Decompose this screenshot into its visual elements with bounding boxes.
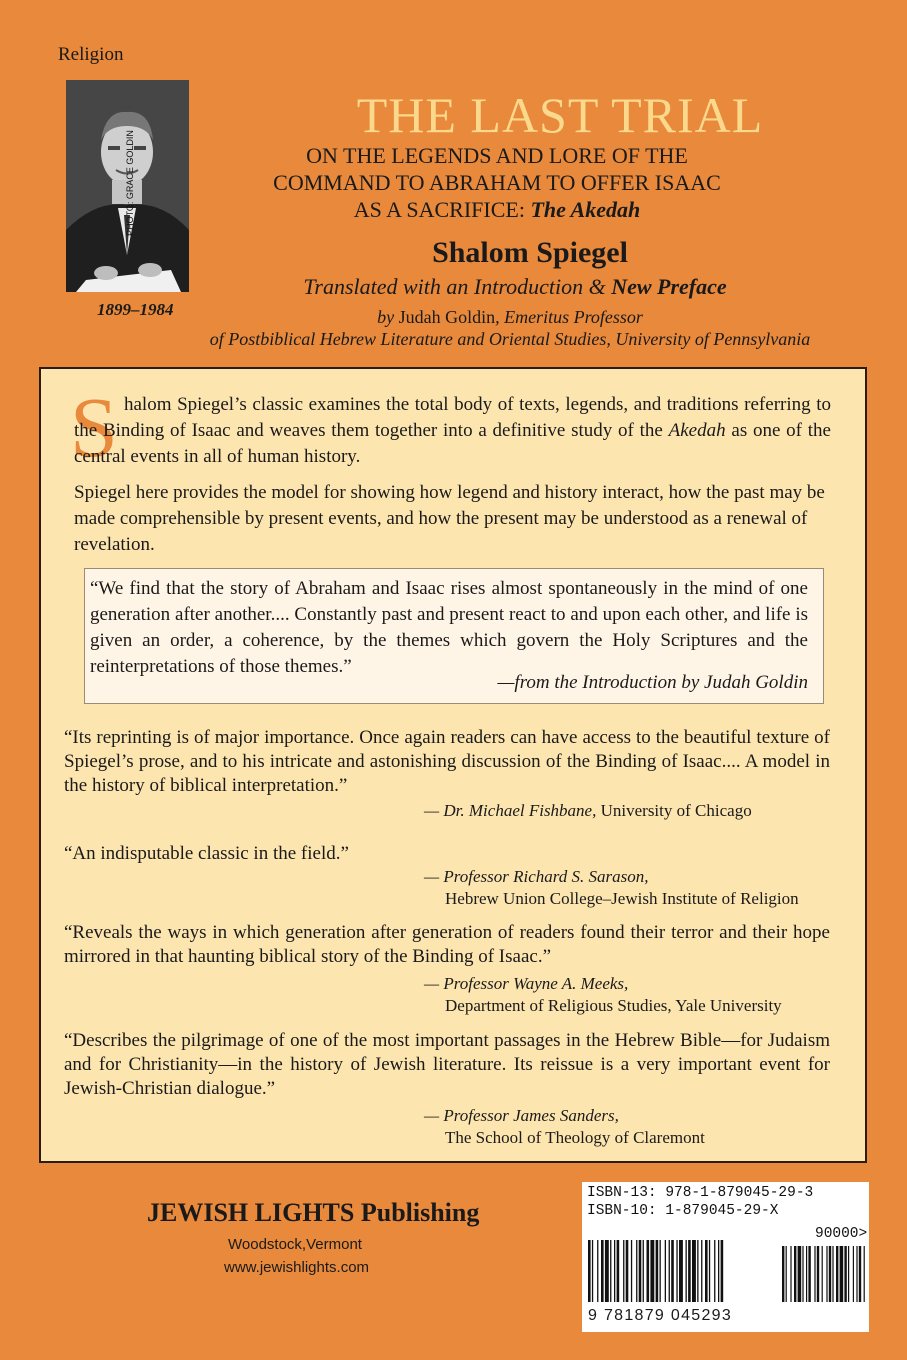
review-3-attribution: — Professor Wayne A. Meeks, Department of Religious Studies, Yale University [424,974,782,1015]
author-dates: 1899–1984 [97,300,174,319]
isbn-10: ISBN-10: 1-879045-29-X [587,1203,779,1219]
translator-credit: by Judah Goldin, Emeritus Professor of Postbiblical Hebrew Literature and Oriental Studies, University of Pennsylvania [209,307,811,349]
photo-credit: PHOTO: GRACE GOLDIN [125,130,135,236]
review-3-text: “Reveals the ways in which generation after generation of readers found their terror and their hope mirrored in that haunting biblical story of the Binding of Isaac.” [64,922,830,967]
isbn-13: ISBN-13: 978-1-879045-29-3 [587,1185,814,1201]
book-subtitle: ON THE LEGENDS AND LORE OF THE COMMAND TO ABRAHAM TO OFFER ISAAC AS A SACRIFICE: The Akedah [273,143,721,222]
description-paragraph-1: halom Spiegel’s classic examines the total body of texts, legends, and traditions referring to the Binding of Isaac and weaves them together into a definitive study of the Akedah as one of the central events in all of human history. [74,394,831,467]
drop-cap: S [70,379,118,475]
price-code: 90000> [815,1226,868,1242]
intro-quote-text: “We find that the story of Abraham and Isaac rises almost spontaneously in the mind of one generation after another.... Constantly past and present react to and upon each other, and life is given an order, a coherence, by the themes which govern the Holy Scriptures and the reinterpretations of those themes.” [90,578,808,677]
publisher-name: JEWISH LIGHTS Publishing [147,1198,480,1227]
category-label: Religion [58,44,124,65]
barcode-digits: 9 781879 045293 [588,1307,733,1324]
book-title: THE LAST TRIAL [356,87,764,143]
review-1-attribution: — Dr. Michael Fishbane, University of Chicago [424,801,752,820]
publisher-location: Woodstock,Vermont [228,1236,362,1253]
review-4-attribution: — Professor James Sanders, The School of Theology of Claremont [424,1106,705,1147]
review-1-text: “Its reprinting is of major importance. Once again readers can have access to the beautiful texture of Spiegel’s prose, and to his intricate and astonishing discussion of the Binding of Isaac.... A model in the history of biblical interpretation.” [64,727,830,796]
review-2-attribution: — Professor Richard S. Sarason, Hebrew Union College–Jewish Institute of Religion [424,867,799,908]
intro-quote-source: —from the Introduction by Judah Goldin [497,672,808,693]
publisher-url: www.jewishlights.com [224,1259,370,1276]
review-2-text: “An indisputable classic in the field.” [64,843,349,864]
description-paragraph-2: Spiegel here provides the model for showing how legend and history interact, how the past may be made comprehensible by present events, and how the present may be understood as a renewal of revelation. [74,482,825,555]
author-name: Shalom Spiegel [432,236,628,269]
review-4-text: “Describes the pilgrimage of one of the most important passages in the Hebrew Bible—for Judaism and for Christianity—in the history of Jewish literature. Its reissue is a very important event for Jewish-Christian dialogue.” [64,1030,830,1099]
translation-note: Translated with an Introduction & New Preface [303,274,727,299]
